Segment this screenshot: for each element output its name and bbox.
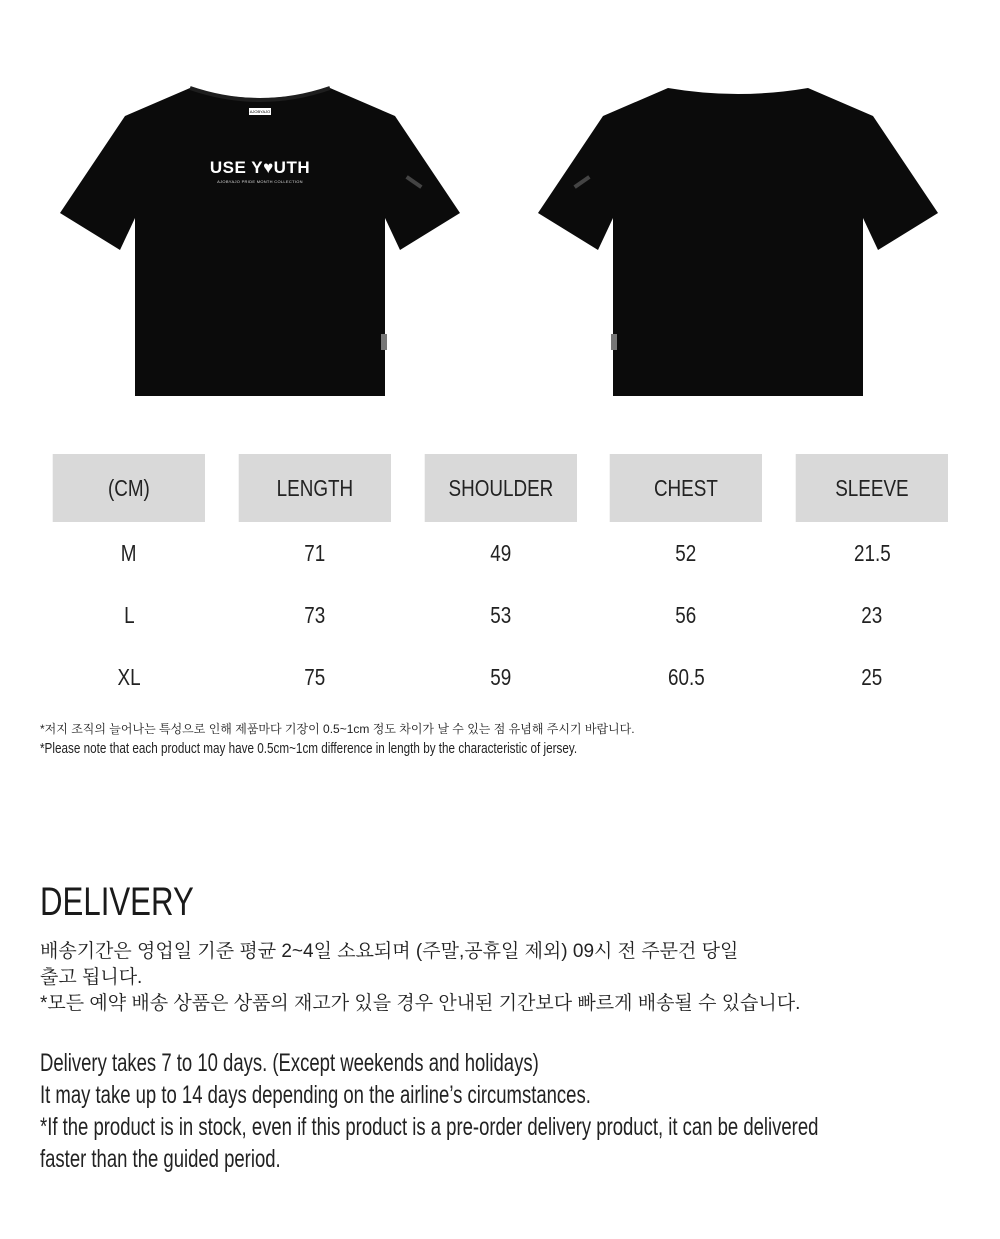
delivery-en-line: Delivery takes 7 to 10 days. (Except weekends and holidays)	[40, 1049, 539, 1077]
shoulder-value: 49	[489, 539, 511, 566]
tshirt-back-image	[518, 78, 958, 398]
size-label: M	[121, 539, 137, 566]
sleeve-value: 25	[861, 663, 883, 690]
chest-print-subtext: AJOBYAJO PRIDE MONTH COLLECTION	[217, 179, 303, 184]
tshirt-front-image	[40, 78, 480, 398]
chest-print-text: USE Y♥UTH	[209, 158, 311, 177]
delivery-en-line: It may take up to 14 days depending on the airline’s circumstances.	[40, 1081, 591, 1109]
product-images	[0, 0, 1000, 420]
size-label: XL	[117, 663, 141, 690]
delivery-ko-line: 배송기간은 영업일 기준 평균 2~4일 소요되며 (주말,공휴일 제외) 09시 전 주문건 당일	[40, 941, 739, 962]
length-value: 71	[304, 539, 326, 566]
chest-value: 56	[675, 601, 697, 628]
table-row	[36, 522, 965, 584]
delivery-section	[40, 880, 960, 1175]
note-english: *Please note that each product may have 0.5cm~1cm difference in length by the characteristic of jersey.	[40, 740, 578, 757]
size-chart-table	[36, 454, 965, 708]
delivery-en-line: *If the product is in stock, even if this product is a pre-order delivery product, it can be delivered	[40, 1113, 819, 1141]
delivery-ko-line: 출고 됩니다.	[40, 967, 143, 988]
tshirt-front-shape	[40, 78, 480, 398]
table-row	[36, 584, 965, 646]
length-value: 75	[304, 663, 326, 690]
header-shoulder: SHOULDER	[424, 454, 576, 522]
header-sleeve: SLEEVE	[796, 454, 948, 522]
length-value: 73	[304, 601, 326, 628]
shoulder-value: 53	[489, 601, 511, 628]
sleeve-value: 23	[861, 601, 883, 628]
measurement-notes	[40, 720, 960, 758]
chest-value: 60.5	[667, 663, 705, 690]
delivery-en-line: faster than the guided period.	[40, 1145, 281, 1173]
note-korean: *저지 조직의 늘어나는 특성으로 인해 제품마다 기장이 0.5~1cm 정도 차이가 날 수 있는 점 유념해 주시기 바랍니다.	[40, 722, 635, 736]
delivery-ko-line: *모든 예약 배송 상품은 상품의 재고가 있을 경우 안내된 기간보다 빠르게 배송될 수 있습니다.	[40, 993, 801, 1014]
header-chest: CHEST	[610, 454, 762, 522]
size-chart-header-row	[36, 454, 965, 522]
neck-label: AJOBYAJO	[249, 109, 271, 114]
sleeve-value: 21.5	[853, 539, 891, 566]
chest-value: 52	[675, 539, 697, 566]
shoulder-value: 59	[489, 663, 511, 690]
header-length: LENGTH	[239, 454, 391, 522]
delivery-title: DELIVERY	[40, 880, 194, 924]
table-row	[36, 646, 965, 708]
size-label: L	[123, 601, 135, 628]
tshirt-back-shape	[518, 78, 958, 398]
header-unit: (CM)	[53, 454, 205, 522]
